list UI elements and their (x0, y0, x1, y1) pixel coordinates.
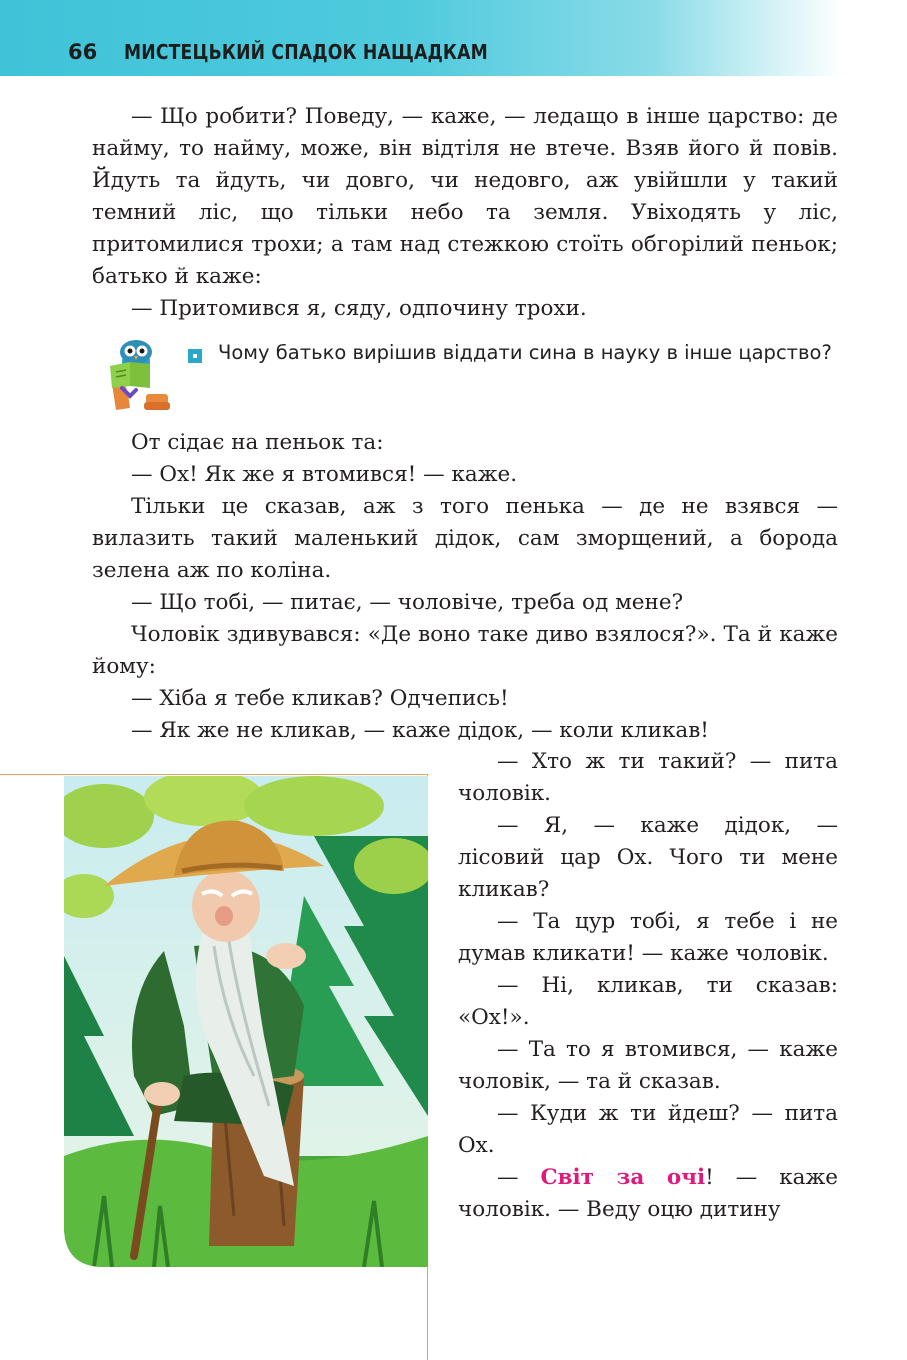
paragraph: — Ох! Як же я втомився! — каже. (131, 462, 518, 487)
story-text-side (458, 746, 838, 1226)
paragraph: От сідає на пеньок та: (131, 430, 384, 455)
paragraph: — Куди ж ти йдеш? — пита Ох. (458, 1101, 838, 1158)
paragraph: — Та то я втомився, — каже чоловік, — та й сказав. (458, 1037, 838, 1094)
paragraph: — Як же не кликав, — каже дідок, — коли кликав! (131, 718, 709, 743)
question-text: Чому батько вирішив віддати сина в науку в інше царство? (218, 341, 832, 364)
question-box (48, 325, 838, 427)
page-number: 66 (68, 40, 98, 64)
paragraph: — Я, — каже дідок, — лісовий цар Ох. Чого ти мене кликав? (458, 813, 838, 902)
paragraph: — Що тобі, — питає, — чоловіче, треба од мене? (131, 590, 684, 615)
paragraph-continuation: ! — каже чоловік. — Веду оцю дитину (458, 1165, 838, 1222)
reading-owl-icon (94, 332, 182, 416)
paragraph: Тільки це сказав, аж з того пенька — де не взявся — вилазить такий маленький дідок, сам зморщений, а борода зелена аж по коліна. (92, 494, 838, 583)
paragraph: — Притомився я, сяду, одпочину трохи. (131, 296, 587, 321)
paragraph: — Хто ж ти такий? — пита чоловік. (458, 749, 838, 806)
square-bullet-icon (188, 349, 202, 363)
paragraph: — Хіба я тебе кликав? Одчепись! (131, 686, 509, 711)
section-title: МИСТЕЦЬКИЙ СПАДОК НАЩАДКАМ (124, 40, 488, 64)
paragraph: — Ні, кликав, ти сказав: «Ох!». (458, 973, 838, 1030)
story-text-top (92, 101, 838, 747)
page-header-band (0, 0, 907, 76)
paragraph-last (458, 1162, 838, 1226)
dialogue-dash: — (497, 1165, 541, 1190)
paragraph: Чоловік здивувався: «Де воно таке диво взялося?». Та й каже йому: (92, 622, 838, 679)
paragraph: — Та цур тобі, я тебе і не думав кликати! — каже чоловік. (458, 909, 838, 966)
paragraph: — Що робити? Поведу, — каже, — ледащо в інше царство: де найму, то найму, може, він відтіля не втече. Взяв його й повів. Йдуть та йдуть, чи довго, чи недовго, аж увійшли у такий темний ліс, що тільки небо та земля. Увіходять у ліс, притомилися трохи; а там над стежкою стоїть обгорілий пеньок; батько й каже: (92, 104, 838, 289)
forest-old-man-on-stump-image (64, 776, 428, 1267)
highlighted-phrase: Світ за очі (540, 1165, 706, 1190)
